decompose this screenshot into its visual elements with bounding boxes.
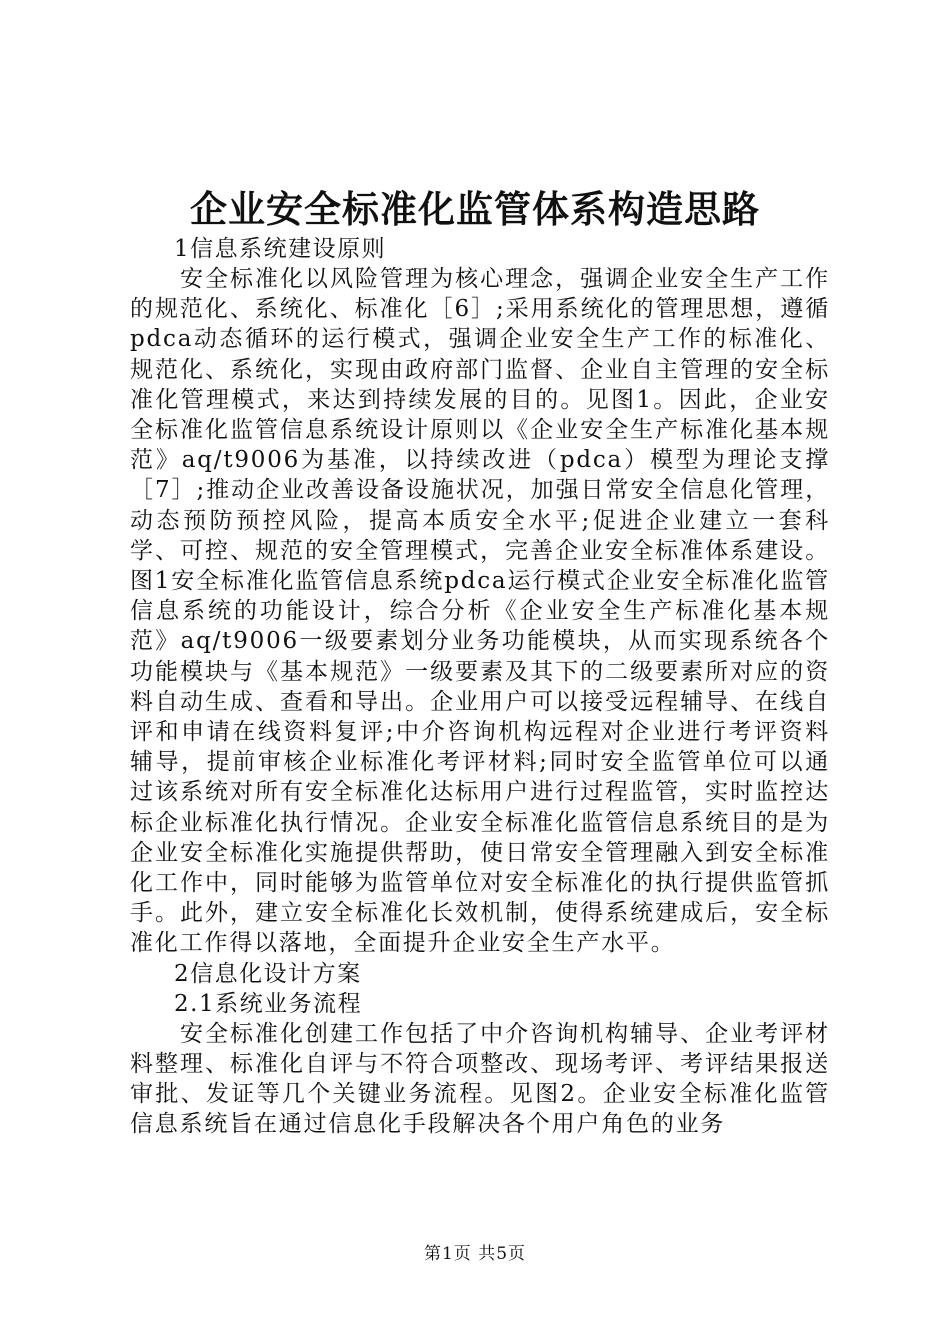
subsection-heading-2-1: 2.1系统业务流程	[174, 990, 363, 1017]
section-heading-2: 2信息化设计方案	[174, 960, 362, 987]
page-footer: 第1页 共5页	[423, 1244, 527, 1264]
paragraph-1: 安全标准化以风险管理为核心理念，强调企业安全生产工作的规范化、系统化、标准化［6］;采用系统化的管理思想，遵循pdca动态循环的运行模式，强调企业安全生产工作的标准化、规范化、系统化，实现由政府部门监督、企业自主管理的安全标准化管理模式，来达到持续发展的目的。见图1。因此，企业安全标准化监管信息系统设计原则以《企业安全生产标准化基本规范》aq/t9006为基准，以持续改进（pdca）模型为理论支撑［7］;推动企业改善设备设施状况，加强日常安全信息化管理，动态预防预控风险，提高本质安全水平;促进企业建立一套科学、可控、规范的安全管理模式，完善企业安全标准体系建设。图1安全标准化监管信息系统pdca运行模式企业安全标准化监管信息系统的功能设计，综合分析《企业安全生产标准化基本规范》aq/t9006一级要素划分业务功能模块，从而实现系统各个功能模块与《基本规范》一级要素及其下的二级要素所对应的资料自动生成、查看和导出。企业用户可以接受远程辅导、在线自评和申请在线资料复评;中介咨询机构远程对企业进行考评资料辅导，提前审核企业标准化考评材料;同时安全监管单位可以通过该系统对所有安全标准化达标用户进行过程监管，实时监控达标企业标准化执行情况。企业安全标准化监管信息系统目的是为企业安全标准化实施提供帮助，使日常安全管理融入到安全标准化工作中，同时能够为监管单位对安全标准化的执行提供监管抓手。此外，建立安全标准化长效机制，使得系统建成后，安全标准化工作得以落地，全面提升企业安全生产水平。	[130, 266, 830, 957]
document-title: 企业安全标准化监管体系构造思路	[190, 187, 760, 231]
paragraph-2: 安全标准化创建工作包括了中介咨询机构辅导、企业考评材料整理、标准化自评与不符合项整改、现场考评、考评结果报送审批、发证等几个关键业务流程。见图2。企业安全标准化监管信息系统旨在通过信息化手段解决各个用户角色的业务	[130, 1020, 830, 1138]
section-heading-1: 1信息系统建设原则	[174, 236, 387, 262]
document-body	[130, 234, 830, 1139]
